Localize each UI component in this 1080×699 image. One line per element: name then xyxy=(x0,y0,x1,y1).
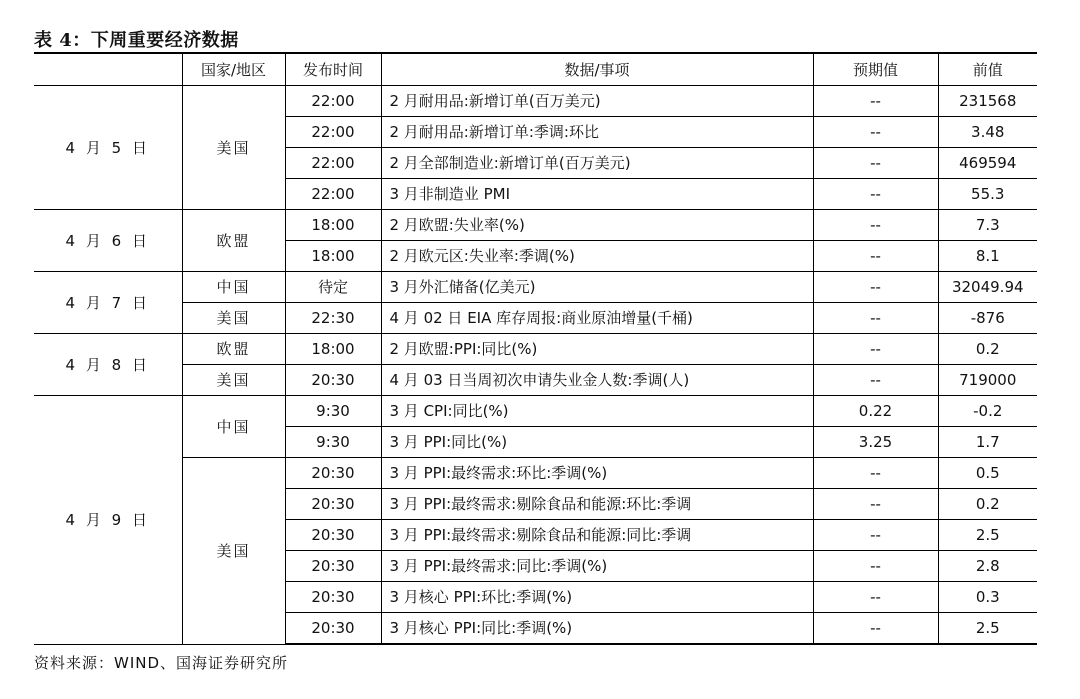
previous-cell: 8.1 xyxy=(938,241,1037,272)
previous-cell: 0.5 xyxy=(938,458,1037,489)
previous-cell: 7.3 xyxy=(938,210,1037,241)
item-cell: 3 月 PPI:最终需求:环比:季调(%) xyxy=(381,458,813,489)
time-cell: 9:30 xyxy=(285,427,381,458)
expected-cell: -- xyxy=(813,303,938,334)
expected-cell: 0.22 xyxy=(813,396,938,427)
time-cell: 20:30 xyxy=(285,613,381,645)
expected-cell: -- xyxy=(813,551,938,582)
expected-cell: 3.25 xyxy=(813,427,938,458)
time-cell: 20:30 xyxy=(285,582,381,613)
expected-cell: -- xyxy=(813,272,938,303)
item-cell: 3 月 PPI:最终需求:剔除食品和能源:环比:季调 xyxy=(381,489,813,520)
date-cell: 4 月 9 日 xyxy=(34,396,182,645)
region-cell: 美国 xyxy=(182,303,285,334)
expected-cell: -- xyxy=(813,210,938,241)
table-row xyxy=(34,86,1037,117)
time-cell: 9:30 xyxy=(285,396,381,427)
table-title: 表 4：下周重要经济数据 xyxy=(34,30,239,51)
header-expected: 预期值 xyxy=(813,53,938,86)
time-cell: 22:00 xyxy=(285,148,381,179)
previous-cell: 3.48 xyxy=(938,117,1037,148)
table-row xyxy=(34,210,1037,241)
date-cell: 4 月 6 日 xyxy=(34,210,182,272)
previous-cell: 469594 xyxy=(938,148,1037,179)
time-cell: 18:00 xyxy=(285,334,381,365)
expected-cell: -- xyxy=(813,613,938,645)
time-cell: 22:00 xyxy=(285,117,381,148)
time-cell: 20:30 xyxy=(285,520,381,551)
previous-cell: 0.3 xyxy=(938,582,1037,613)
region-cell: 中国 xyxy=(182,396,285,458)
time-cell: 22:00 xyxy=(285,86,381,117)
item-cell: 2 月全部制造业:新增订单(百万美元) xyxy=(381,148,813,179)
header-previous: 前值 xyxy=(938,53,1037,86)
previous-cell: 0.2 xyxy=(938,489,1037,520)
item-cell: 3 月 PPI:最终需求:剔除食品和能源:同比:季调 xyxy=(381,520,813,551)
table-row xyxy=(34,303,1037,334)
source-note: 资料来源：WIND、国海证券研究所 xyxy=(34,654,289,672)
region-cell: 欧盟 xyxy=(182,210,285,272)
time-cell: 20:30 xyxy=(285,551,381,582)
item-cell: 3 月非制造业 PMI xyxy=(381,179,813,210)
expected-cell: -- xyxy=(813,86,938,117)
item-cell: 3 月外汇储备(亿美元) xyxy=(381,272,813,303)
header-time: 发布时间 xyxy=(285,53,381,86)
region-cell: 美国 xyxy=(182,458,285,645)
time-cell: 待定 xyxy=(285,272,381,303)
item-cell: 3 月 PPI:同比(%) xyxy=(381,427,813,458)
time-cell: 22:30 xyxy=(285,303,381,334)
item-cell: 3 月 PPI:最终需求:同比:季调(%) xyxy=(381,551,813,582)
expected-cell: -- xyxy=(813,365,938,396)
previous-cell: 2.5 xyxy=(938,613,1037,645)
previous-cell: -876 xyxy=(938,303,1037,334)
table-header-row xyxy=(34,53,1037,86)
previous-cell: 2.5 xyxy=(938,520,1037,551)
item-cell: 2 月耐用品:新增订单:季调:环比 xyxy=(381,117,813,148)
header-region: 国家/地区 xyxy=(182,53,285,86)
previous-cell: 2.8 xyxy=(938,551,1037,582)
table-row xyxy=(34,272,1037,303)
expected-cell: -- xyxy=(813,458,938,489)
date-cell: 4 月 5 日 xyxy=(34,86,182,210)
time-cell: 22:00 xyxy=(285,179,381,210)
date-cell: 4 月 8 日 xyxy=(34,334,182,396)
header-date xyxy=(34,53,182,86)
item-cell: 3 月核心 PPI:环比:季调(%) xyxy=(381,582,813,613)
item-cell: 2 月耐用品:新增订单(百万美元) xyxy=(381,86,813,117)
expected-cell: -- xyxy=(813,117,938,148)
expected-cell: -- xyxy=(813,582,938,613)
item-cell: 2 月欧盟:PPI:同比(%) xyxy=(381,334,813,365)
previous-cell: 0.2 xyxy=(938,334,1037,365)
time-cell: 20:30 xyxy=(285,365,381,396)
previous-cell: 32049.94 xyxy=(938,272,1037,303)
table-row xyxy=(34,458,1037,489)
region-cell: 中国 xyxy=(182,272,285,303)
expected-cell: -- xyxy=(813,241,938,272)
table-row xyxy=(34,396,1037,427)
header-item: 数据/事项 xyxy=(381,53,813,86)
item-cell: 2 月欧盟:失业率(%) xyxy=(381,210,813,241)
time-cell: 20:30 xyxy=(285,458,381,489)
previous-cell: 1.7 xyxy=(938,427,1037,458)
time-cell: 20:30 xyxy=(285,489,381,520)
table-row xyxy=(34,365,1037,396)
expected-cell: -- xyxy=(813,148,938,179)
table-row xyxy=(34,334,1037,365)
item-cell: 4 月 02 日 EIA 库存周报:商业原油增量(千桶) xyxy=(381,303,813,334)
time-cell: 18:00 xyxy=(285,241,381,272)
item-cell: 3 月 CPI:同比(%) xyxy=(381,396,813,427)
expected-cell: -- xyxy=(813,334,938,365)
previous-cell: 719000 xyxy=(938,365,1037,396)
expected-cell: -- xyxy=(813,520,938,551)
region-cell: 美国 xyxy=(182,365,285,396)
previous-cell: 231568 xyxy=(938,86,1037,117)
time-cell: 18:00 xyxy=(285,210,381,241)
date-cell: 4 月 7 日 xyxy=(34,272,182,334)
previous-cell: 55.3 xyxy=(938,179,1037,210)
region-cell: 美国 xyxy=(182,86,285,210)
item-cell: 3 月核心 PPI:同比:季调(%) xyxy=(381,613,813,645)
region-cell: 欧盟 xyxy=(182,334,285,365)
economic-data-table xyxy=(34,52,1037,645)
expected-cell: -- xyxy=(813,489,938,520)
expected-cell: -- xyxy=(813,179,938,210)
item-cell: 4 月 03 日当周初次申请失业金人数:季调(人) xyxy=(381,365,813,396)
item-cell: 2 月欧元区:失业率:季调(%) xyxy=(381,241,813,272)
previous-cell: -0.2 xyxy=(938,396,1037,427)
